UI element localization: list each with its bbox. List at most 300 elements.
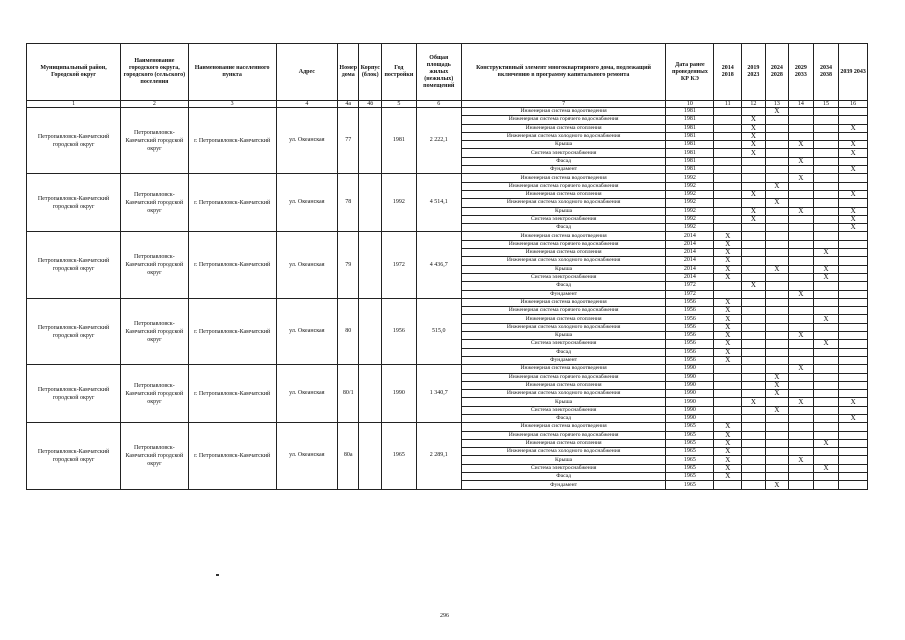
building-district: Петропавловск-Камчатский городской округ — [27, 365, 121, 423]
period-mark — [765, 356, 789, 364]
period-mark — [742, 232, 766, 240]
column-header: 2014 2018 — [714, 44, 742, 101]
period-mark — [813, 373, 839, 381]
period-mark — [714, 190, 742, 198]
period-mark — [742, 340, 766, 348]
period-mark — [789, 464, 814, 472]
period-mark: X — [714, 323, 742, 331]
column-number: 16 — [839, 101, 868, 108]
period-mark — [813, 390, 839, 398]
period-mark: X — [742, 132, 766, 140]
period-mark — [813, 232, 839, 240]
period-mark: X — [839, 124, 868, 132]
period-mark — [789, 373, 814, 381]
column-number: 1 — [27, 101, 121, 108]
period-mark — [789, 166, 814, 174]
element-name: Фасад — [461, 224, 666, 232]
period-mark — [765, 473, 789, 481]
period-mark — [789, 108, 814, 116]
period-mark: X — [765, 265, 789, 273]
period-mark — [789, 265, 814, 273]
period-mark — [813, 199, 839, 207]
period-mark — [765, 456, 789, 464]
period-mark — [765, 124, 789, 132]
period-mark: X — [742, 207, 766, 215]
period-mark — [742, 307, 766, 315]
building-year: 1990 — [381, 365, 416, 423]
previous-repair-date: 2014 — [666, 265, 714, 273]
period-mark — [714, 182, 742, 190]
previous-repair-date: 1990 — [666, 365, 714, 373]
building-settlement: Петропавловск-Камчатский городской округ — [121, 232, 189, 298]
period-mark — [813, 365, 839, 373]
building-street: ул. Океанская — [276, 298, 337, 364]
period-mark — [742, 481, 766, 489]
previous-repair-date: 1992 — [666, 224, 714, 232]
building-block — [359, 232, 382, 298]
period-mark — [813, 240, 839, 248]
table-row — [27, 423, 868, 431]
period-mark — [813, 124, 839, 132]
previous-repair-date: 1965 — [666, 431, 714, 439]
period-mark: X — [714, 273, 742, 281]
period-mark — [714, 381, 742, 389]
previous-repair-date: 1956 — [666, 315, 714, 323]
previous-repair-date: 1992 — [666, 199, 714, 207]
period-mark — [839, 348, 868, 356]
period-mark — [714, 282, 742, 290]
period-mark: X — [789, 456, 814, 464]
table-row — [27, 298, 868, 306]
period-mark — [839, 157, 868, 165]
element-name: Система электроснабжения — [461, 340, 666, 348]
column-number: 11 — [714, 101, 742, 108]
period-mark: X — [789, 157, 814, 165]
period-mark — [789, 423, 814, 431]
previous-repair-date: 2014 — [666, 249, 714, 257]
period-mark — [742, 257, 766, 265]
period-mark — [765, 448, 789, 456]
period-mark — [813, 431, 839, 439]
building-year: 1992 — [381, 174, 416, 232]
period-mark — [742, 240, 766, 248]
element-name: Фасад — [461, 282, 666, 290]
column-header: Корпус (блок) — [359, 44, 382, 101]
period-mark — [813, 108, 839, 116]
period-mark: X — [765, 390, 789, 398]
period-mark — [765, 332, 789, 340]
period-mark — [789, 448, 814, 456]
page-number: 296 — [440, 613, 449, 619]
previous-repair-date: 1972 — [666, 290, 714, 298]
period-mark — [813, 290, 839, 298]
period-mark — [714, 166, 742, 174]
period-mark — [742, 290, 766, 298]
period-mark — [765, 215, 789, 223]
period-mark — [714, 414, 742, 422]
element-name: Фундамент — [461, 481, 666, 489]
period-mark — [765, 414, 789, 422]
period-mark — [789, 340, 814, 348]
period-mark: X — [714, 456, 742, 464]
period-mark — [813, 224, 839, 232]
previous-repair-date: 1965 — [666, 473, 714, 481]
element-name: Фундамент — [461, 356, 666, 364]
period-mark: X — [714, 439, 742, 447]
period-mark: X — [714, 464, 742, 472]
period-mark — [742, 332, 766, 340]
period-mark — [789, 182, 814, 190]
element-name: Фасад — [461, 348, 666, 356]
column-header: 2019 2023 — [742, 44, 766, 101]
period-mark — [714, 141, 742, 149]
period-mark: X — [714, 448, 742, 456]
previous-repair-date: 1956 — [666, 356, 714, 364]
period-mark — [813, 473, 839, 481]
element-name: Инженерная система холодного водоснабжения — [461, 323, 666, 331]
previous-repair-date: 1990 — [666, 398, 714, 406]
period-mark: X — [789, 207, 814, 215]
period-mark — [765, 307, 789, 315]
period-mark — [765, 290, 789, 298]
previous-repair-date: 1992 — [666, 207, 714, 215]
period-mark — [789, 431, 814, 439]
building-locality: г. Петропавловск-Камчатский — [188, 423, 276, 489]
building-settlement: Петропавловск-Камчатский городской округ — [121, 174, 189, 232]
period-mark: X — [839, 149, 868, 157]
period-mark — [839, 456, 868, 464]
column-number: 4а — [338, 101, 359, 108]
period-mark — [789, 406, 814, 414]
element-name: Инженерная система холодного водоснабжения — [461, 390, 666, 398]
period-mark: X — [714, 431, 742, 439]
period-mark: X — [714, 249, 742, 257]
period-mark — [839, 108, 868, 116]
building-year: 1972 — [381, 232, 416, 298]
previous-repair-date: 1992 — [666, 174, 714, 182]
period-mark — [789, 232, 814, 240]
period-mark — [765, 174, 789, 182]
element-name: Система электроснабжения — [461, 215, 666, 223]
period-mark: X — [742, 398, 766, 406]
period-mark — [839, 116, 868, 124]
element-name: Крыша — [461, 265, 666, 273]
period-mark: X — [839, 224, 868, 232]
building-locality: г. Петропавловск-Камчатский — [188, 232, 276, 298]
period-mark — [789, 116, 814, 124]
period-mark — [742, 166, 766, 174]
period-mark — [742, 323, 766, 331]
period-mark: X — [714, 332, 742, 340]
period-mark: X — [839, 215, 868, 223]
period-mark: X — [839, 166, 868, 174]
period-mark — [765, 323, 789, 331]
period-mark — [742, 464, 766, 472]
period-mark: X — [789, 174, 814, 182]
period-mark — [714, 481, 742, 489]
period-mark — [839, 481, 868, 489]
element-name: Фундамент — [461, 166, 666, 174]
previous-repair-date: 2014 — [666, 232, 714, 240]
period-mark — [839, 423, 868, 431]
column-number: 2 — [121, 101, 189, 108]
building-locality: г. Петропавловск-Камчатский — [188, 174, 276, 232]
period-mark — [765, 273, 789, 281]
column-header: Номер дома — [338, 44, 359, 101]
period-mark — [789, 307, 814, 315]
column-header: Адрес — [276, 44, 337, 101]
previous-repair-date: 1956 — [666, 323, 714, 331]
period-mark — [789, 132, 814, 140]
period-mark — [742, 456, 766, 464]
element-name: Инженерная система холодного водоснабжения — [461, 448, 666, 456]
column-header: 2029 2033 — [789, 44, 814, 101]
building-settlement: Петропавловск-Камчатский городской округ — [121, 298, 189, 364]
column-header: Конструктивный элемент многоквартирного дома, подлежащий включению в программу капитального ремонта — [461, 44, 666, 101]
element-name: Система электроснабжения — [461, 273, 666, 281]
period-mark: X — [839, 398, 868, 406]
period-mark — [813, 157, 839, 165]
period-mark: X — [789, 290, 814, 298]
period-mark — [765, 232, 789, 240]
period-mark: X — [742, 141, 766, 149]
element-name: Инженерная система горячего водоснабжения — [461, 116, 666, 124]
period-mark: X — [789, 141, 814, 149]
period-mark — [714, 124, 742, 132]
period-mark: X — [765, 381, 789, 389]
period-mark: X — [714, 298, 742, 306]
period-mark: X — [789, 365, 814, 373]
period-mark — [765, 439, 789, 447]
period-mark: X — [714, 257, 742, 265]
period-mark — [742, 265, 766, 273]
building-street: ул. Океанская — [276, 365, 337, 423]
building-settlement: Петропавловск-Камчатский городской округ — [121, 108, 189, 174]
period-mark — [765, 240, 789, 248]
element-name: Инженерная система горячего водоснабжения — [461, 373, 666, 381]
period-mark — [742, 381, 766, 389]
period-mark: X — [714, 315, 742, 323]
period-mark — [789, 439, 814, 447]
building-block — [359, 298, 382, 364]
element-name: Инженерная система горячего водоснабжения — [461, 307, 666, 315]
period-mark — [789, 257, 814, 265]
period-mark — [789, 124, 814, 132]
period-mark — [765, 166, 789, 174]
period-mark — [839, 356, 868, 364]
building-settlement: Петропавловск-Камчатский городской округ — [121, 423, 189, 489]
building-area: 2 222,1 — [416, 108, 461, 174]
period-mark — [742, 423, 766, 431]
element-name: Инженерная система водоотведения — [461, 365, 666, 373]
period-mark — [742, 348, 766, 356]
period-mark — [789, 390, 814, 398]
period-mark — [714, 116, 742, 124]
column-number: 3 — [188, 101, 276, 108]
element-name: Инженерная система отопления — [461, 190, 666, 198]
period-mark — [839, 332, 868, 340]
element-name: Инженерная система холодного водоснабжения — [461, 257, 666, 265]
period-mark: X — [765, 182, 789, 190]
period-mark — [839, 373, 868, 381]
period-mark: X — [789, 332, 814, 340]
period-mark — [813, 381, 839, 389]
building-year: 1956 — [381, 298, 416, 364]
period-mark — [765, 365, 789, 373]
period-mark: X — [765, 406, 789, 414]
building-area: 515,0 — [416, 298, 461, 364]
building-settlement: Петропавловск-Камчатский городской округ — [121, 365, 189, 423]
period-mark — [765, 315, 789, 323]
period-mark — [789, 414, 814, 422]
period-mark — [789, 356, 814, 364]
building-district: Петропавловск-Камчатский городской округ — [27, 232, 121, 298]
building-street: ул. Океанская — [276, 108, 337, 174]
element-name: Инженерная система горячего водоснабжения — [461, 431, 666, 439]
previous-repair-date: 1965 — [666, 423, 714, 431]
previous-repair-date: 1965 — [666, 456, 714, 464]
period-mark — [813, 282, 839, 290]
period-mark: X — [839, 141, 868, 149]
period-mark — [742, 414, 766, 422]
period-mark — [742, 431, 766, 439]
building-district: Петропавловск-Камчатский городской округ — [27, 174, 121, 232]
period-mark — [813, 332, 839, 340]
table-row — [27, 108, 868, 116]
period-mark — [839, 315, 868, 323]
period-mark — [789, 473, 814, 481]
building-district: Петропавловск-Камчатский городской округ — [27, 423, 121, 489]
period-mark — [789, 273, 814, 281]
period-mark — [839, 439, 868, 447]
building-district: Петропавловск-Камчатский городской округ — [27, 298, 121, 364]
element-name: Инженерная система водоотведения — [461, 108, 666, 116]
building-locality: г. Петропавловск-Камчатский — [188, 365, 276, 423]
previous-repair-date: 1972 — [666, 282, 714, 290]
element-name: Инженерная система холодного водоснабжения — [461, 132, 666, 140]
period-mark — [813, 182, 839, 190]
period-mark — [789, 323, 814, 331]
building-area: 1 340,7 — [416, 365, 461, 423]
period-mark — [789, 282, 814, 290]
building-block — [359, 423, 382, 489]
period-mark — [839, 323, 868, 331]
previous-repair-date: 2014 — [666, 240, 714, 248]
column-number: 10 — [666, 101, 714, 108]
previous-repair-date: 1981 — [666, 116, 714, 124]
period-mark — [789, 348, 814, 356]
element-name: Фасад — [461, 473, 666, 481]
period-mark — [742, 273, 766, 281]
previous-repair-date: 1965 — [666, 439, 714, 447]
period-mark — [839, 265, 868, 273]
period-mark — [813, 207, 839, 215]
building-year: 1965 — [381, 423, 416, 489]
period-mark — [714, 108, 742, 116]
period-mark — [765, 431, 789, 439]
period-mark — [839, 406, 868, 414]
period-mark — [714, 390, 742, 398]
period-mark — [839, 381, 868, 389]
period-mark: X — [742, 124, 766, 132]
period-mark: X — [742, 282, 766, 290]
previous-repair-date: 1992 — [666, 182, 714, 190]
element-name: Крыша — [461, 332, 666, 340]
period-mark: X — [813, 273, 839, 281]
period-mark — [839, 307, 868, 315]
period-mark — [714, 290, 742, 298]
period-mark — [813, 323, 839, 331]
previous-repair-date: 1990 — [666, 381, 714, 389]
period-mark: X — [714, 473, 742, 481]
period-mark — [742, 473, 766, 481]
building-block — [359, 174, 382, 232]
period-mark: X — [742, 215, 766, 223]
period-mark: X — [742, 116, 766, 124]
period-mark: X — [765, 199, 789, 207]
period-mark — [813, 215, 839, 223]
element-name: Фундамент — [461, 290, 666, 298]
column-header: Год постройки — [381, 44, 416, 101]
building-street: ул. Океанская — [276, 174, 337, 232]
element-name: Система электроснабжения — [461, 406, 666, 414]
period-mark — [714, 132, 742, 140]
period-mark — [765, 257, 789, 265]
period-mark: X — [765, 481, 789, 489]
period-mark — [813, 307, 839, 315]
building-block — [359, 108, 382, 174]
period-mark: X — [714, 340, 742, 348]
period-mark: X — [714, 240, 742, 248]
period-mark — [813, 166, 839, 174]
repair-program-table — [26, 43, 868, 490]
column-number: 15 — [813, 101, 839, 108]
element-name: Крыша — [461, 141, 666, 149]
previous-repair-date: 1956 — [666, 340, 714, 348]
period-mark — [765, 282, 789, 290]
element-name: Крыша — [461, 456, 666, 464]
period-mark — [742, 356, 766, 364]
column-header: Наименование населенного пункта — [188, 44, 276, 101]
table-body — [27, 108, 868, 490]
column-header: 2024 2028 — [765, 44, 789, 101]
period-mark: X — [813, 249, 839, 257]
previous-repair-date: 1990 — [666, 373, 714, 381]
period-mark — [714, 149, 742, 157]
period-mark — [714, 406, 742, 414]
period-mark: X — [813, 340, 839, 348]
period-mark — [765, 348, 789, 356]
building-locality: г. Петропавловск-Камчатский — [188, 108, 276, 174]
element-name: Инженерная система отопления — [461, 315, 666, 323]
previous-repair-date: 1956 — [666, 307, 714, 315]
previous-repair-date: 2014 — [666, 257, 714, 265]
period-mark — [813, 190, 839, 198]
period-mark — [765, 190, 789, 198]
period-mark — [765, 141, 789, 149]
period-mark: X — [742, 149, 766, 157]
element-name: Крыша — [461, 398, 666, 406]
building-house: 77 — [338, 108, 359, 174]
period-mark — [813, 398, 839, 406]
period-mark — [742, 390, 766, 398]
period-mark: X — [789, 398, 814, 406]
period-mark — [839, 431, 868, 439]
element-name: Инженерная система холодного водоснабжения — [461, 199, 666, 207]
period-mark — [839, 199, 868, 207]
building-locality: г. Петропавловск-Камчатский — [188, 298, 276, 364]
period-mark — [839, 340, 868, 348]
